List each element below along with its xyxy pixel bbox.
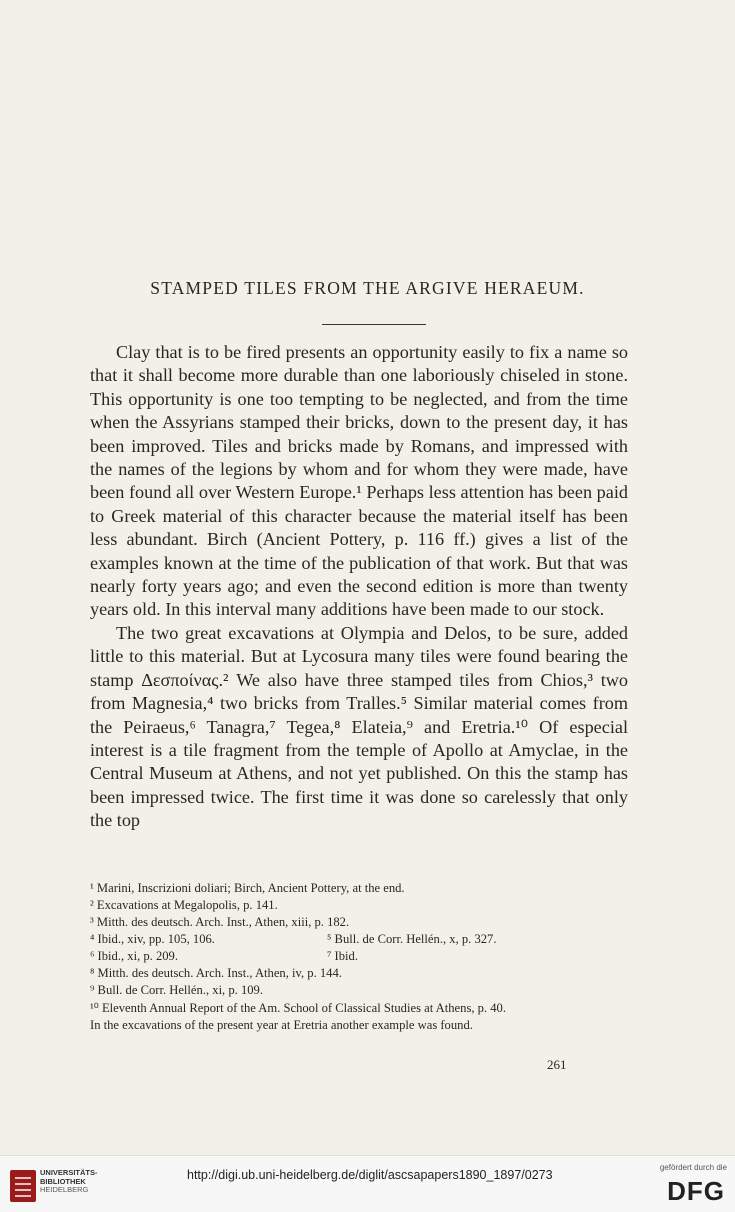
footnote-7: ⁷ Ibid.	[327, 949, 358, 963]
footnote-3: ³ Mitth. des deutsch. Arch. Inst., Athen, xiii, p. 182.	[90, 915, 350, 929]
paragraph-2: The two great excavations at Olympia and Delos, to be sure, added little to this material. But at Lycosura many tiles were found bearing the stamp Δεσποίνας.² We also have three stamped tiles from Chios,³ two from Magnesia,⁴ two bricks from Tralles.⁵ Similar material comes from the Peiraeus,⁶ Tanagra,⁷ Tegea,⁸ Elateia,⁹ and Eretria.¹⁰ Of especial interest is a tile fragment from the temple of Apollo at Amyclae, in the Central Museum at Athens, and not yet published. On this the stamp has been impressed twice. The first time it was done so carelessly that only the top	[90, 622, 628, 831]
dfg-logo: DFG	[667, 1176, 725, 1206]
footnote-2: ² Excavations at Megalopolis, p. 141.	[90, 898, 278, 912]
footnote-8: ⁸ Mitth. des deutsch. Arch. Inst., Athen, iv, p. 144.	[90, 966, 342, 980]
funding-note: gefördert durch die	[659, 1163, 727, 1172]
footnote-5: ⁵ Bull. de Corr. Hellén., x, p. 327.	[327, 932, 497, 946]
article-body	[90, 341, 628, 833]
permalink-url[interactable]: http://digi.ub.uni-heidelberg.de/diglit/ascsapapers1890_1897/0273	[187, 1168, 553, 1182]
footnote-6: ⁶ Ibid., xi, p. 209.	[90, 949, 178, 963]
footnote-4: ⁴ Ibid., xiv, pp. 105, 106.	[90, 932, 215, 946]
viewer-footer	[0, 1155, 735, 1212]
page-number: 261	[547, 1057, 567, 1072]
institution-name: UNIVERSITÄTS- BIBLIOTHEK HEIDELBERG	[40, 1168, 98, 1194]
title-divider	[322, 324, 426, 325]
footnote-9: ⁹ Bull. de Corr. Hellén., xi, p. 109.	[90, 983, 263, 997]
footnote-1: ¹ Marini, Inscrizioni doliari; Birch, Ancient Pottery, at the end.	[90, 881, 405, 895]
article-title: STAMPED TILES FROM THE ARGIVE HERAEUM.	[150, 278, 585, 298]
footnote-10-continued: In the excavations of the present year at Eretria another example was found.	[90, 1018, 473, 1032]
paragraph-1: Clay that is to be fired presents an opportunity easily to fix a name so that it shall become more durable than one laboriously chiseled in stone. This opportunity is one too tempting to be neglected, and from the time when the Assyrians stamped their bricks, down to the present day, it has been improved. Tiles and bricks made by Romans, and impressed with the names of the legions by whom and for whom they were made, have been found all over Western Europe.¹ Perhaps less attention has been paid to Greek material of this character because the material itself has been less abundant. Birch (Ancient Pottery, p. 116 ff.) gives a list of the examples known at the time of the publication of that work. But that was nearly forty years ago; and even the second edition is more than twenty years old. In this interval many additions have been made to our stock.	[90, 342, 628, 620]
footnote-10: ¹⁰ Eleventh Annual Report of the Am. School of Classical Studies at Athens, p. 40.	[90, 1001, 506, 1015]
